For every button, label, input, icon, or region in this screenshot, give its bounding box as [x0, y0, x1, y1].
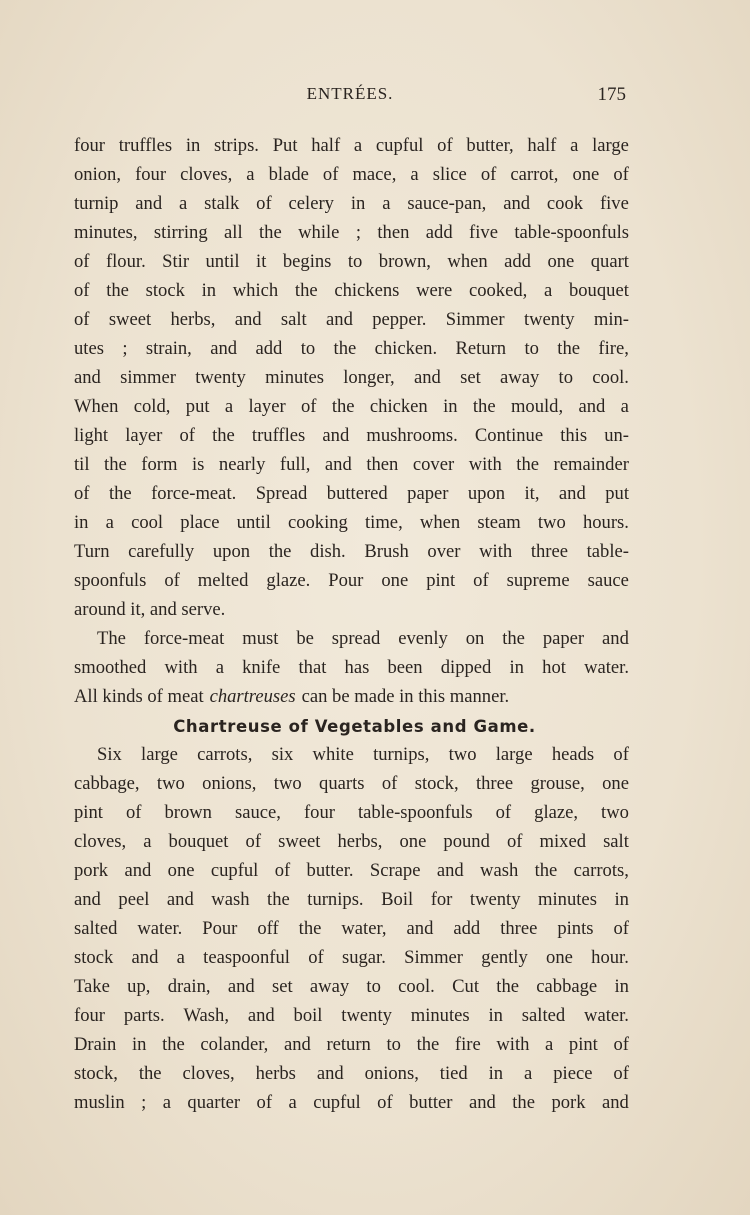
text-line: pint of brown sauce, four table-spoonfuls of glaze, two	[74, 802, 629, 823]
text-line: cloves, a bouquet of sweet herbs, one pound of mixed salt	[74, 831, 629, 852]
paragraph-continued	[74, 131, 629, 624]
text-line: of the stock in which the chickens were cooked, a bouquet	[74, 280, 629, 301]
text-line: onion, four cloves, a blade of mace, a slice of carrot, one of	[74, 164, 629, 185]
text-line: spoonfuls of melted glaze. Pour one pint of supreme sauce	[74, 570, 629, 591]
text-line: smoothed with a knife that has been dipped in hot water.	[74, 657, 629, 678]
recipe-heading: Chartreuse of Vegetables and Game.	[173, 717, 536, 736]
text-line: pork and one cupful of butter. Scrape and wash the carrots,	[74, 860, 629, 881]
text-fragment: All kinds of meat	[74, 686, 204, 707]
text-line: four parts. Wash, and boil twenty minutes in salted water.	[74, 1005, 629, 1026]
running-head: ENTRÉES.	[306, 84, 394, 103]
text-fragment: can be made in this manner.	[301, 686, 510, 707]
text-line: When cold, put a layer of the chicken in the mould, and a	[74, 396, 629, 417]
text-line: cabbage, two onions, two quarts of stock, three grouse, one	[74, 773, 629, 794]
text-line: stock, the cloves, herbs and onions, tied in a piece of	[74, 1063, 629, 1084]
text-line: in a cool place until cooking time, when steam two hours.	[74, 512, 629, 533]
text-line: turnip and a stalk of celery in a sauce-pan, and cook five	[74, 193, 629, 214]
text-line: of flour. Stir until it begins to brown, when add one quart	[74, 251, 629, 272]
text-line: four truffles in strips. Put half a cupful of butter, half a large	[74, 135, 629, 156]
text-line: light layer of the truffles and mushrooms. Continue this un-	[74, 425, 629, 446]
text-line: muslin ; a quarter of a cupful of butter and the pork and	[74, 1092, 629, 1113]
text-line: around it, and serve.	[74, 599, 226, 620]
text-line: Drain in the colander, and return to the fire with a pint of	[74, 1034, 629, 1055]
page-text	[74, 131, 629, 1117]
text-line: and simmer twenty minutes longer, and set away to cool.	[74, 367, 629, 388]
page-number: 175	[597, 84, 626, 105]
text-line: Turn carefully upon the dish. Brush over with three table-	[74, 541, 629, 562]
paragraph-chartreuse-recipe	[74, 740, 629, 1117]
text-line: Take up, drain, and set away to cool. Cut the cabbage in	[74, 976, 629, 997]
paragraph-force-meat-note	[74, 624, 629, 682]
text-line: salted water. Pour off the water, and add three pints of	[74, 918, 629, 939]
text-line: and peel and wash the turnips. Boil for twenty minutes in	[74, 889, 629, 910]
page-header	[74, 84, 626, 108]
text-line: stock and a teaspoonful of sugar. Simmer gently one hour.	[74, 947, 629, 968]
text-line: The force-meat must be spread evenly on the paper and	[97, 628, 629, 649]
text-line: of the force-meat. Spread buttered paper upon it, and put	[74, 483, 629, 504]
text-line: of sweet herbs, and salt and pepper. Simmer twenty min-	[74, 309, 629, 330]
text-line: til the form is nearly full, and then cover with the remainder	[74, 454, 629, 475]
text-line	[74, 682, 629, 711]
text-line: Six large carrots, six white turnips, two large heads of	[97, 744, 629, 765]
text-line: minutes, stirring all the while ; then add five table-spoonfuls	[74, 222, 629, 243]
text-line: utes ; strain, and add to the chicken. Return to the fire,	[74, 338, 629, 359]
italic-word: chartreuses	[209, 686, 296, 707]
